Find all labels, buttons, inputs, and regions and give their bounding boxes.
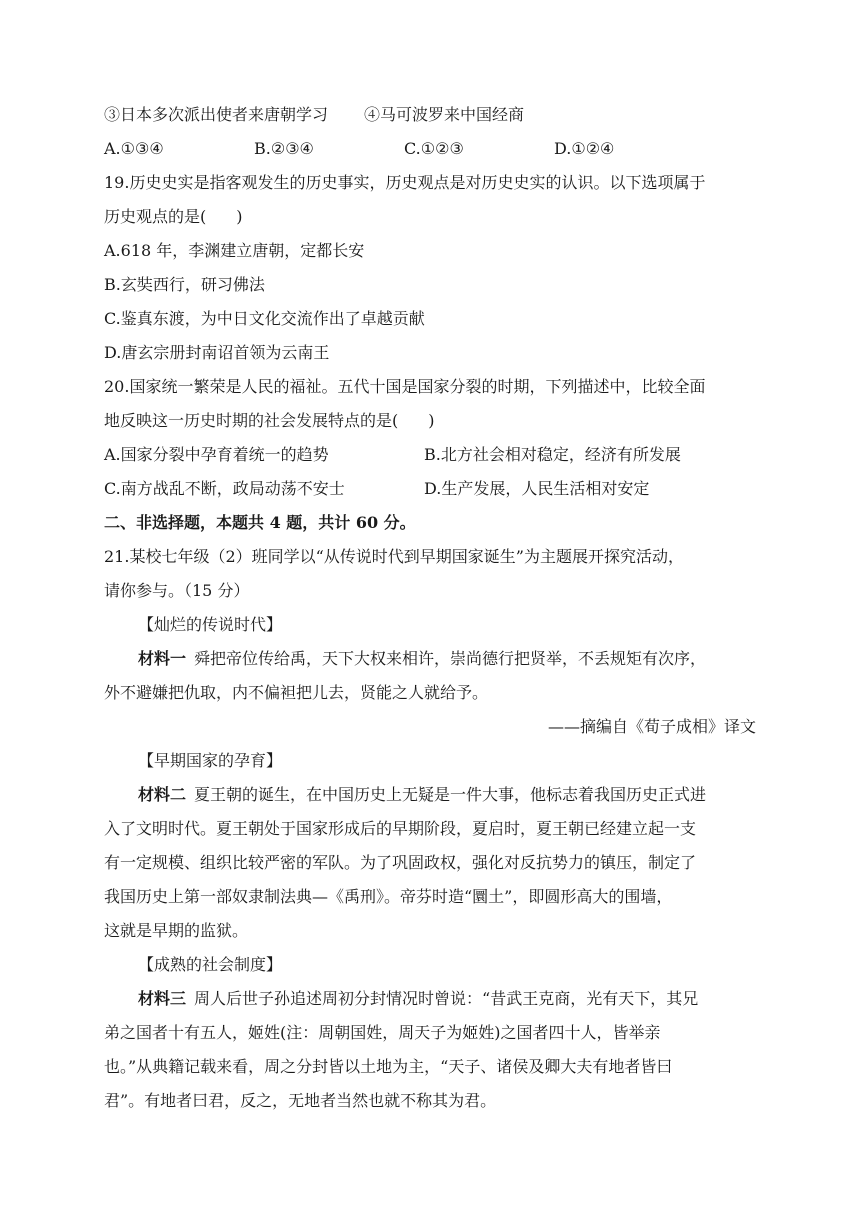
q18-option-b: B.②③④: [254, 139, 314, 158]
material1-label: 材料一: [138, 649, 187, 668]
q21-material2-line2: 入了文明时代。夏王朝处于国家形成后的早期阶段，夏启时，夏王朝已经建立起一支: [104, 819, 697, 838]
q20-option-c: C.南方战乱不断，政局动荡不安士: [104, 479, 345, 498]
q20-option-b: B.北方社会相对稳定，经济有所发展: [424, 445, 681, 464]
q18-item-4: ④马可波罗来中国经商: [364, 105, 525, 124]
material3-label: 材料三: [138, 989, 187, 1008]
q21-intro-line2: 请你参与。（15 分）: [104, 581, 250, 600]
q20-option-a: A.国家分裂中孕育着统一的趋势: [104, 445, 329, 464]
q21-material2-line4: 我国历史上第一部奴隶制法典—《禹刑》。帝芬时造“圜土”，即圆形高大的围墙，: [104, 887, 673, 906]
q18-items-line: [104, 104, 524, 126]
q21-intro-line1: 21.某校七年级（2）班同学以“从传说时代到早期国家诞生”为主题展开探究活动，: [104, 547, 684, 566]
q20-stem-line1: 20.国家统一繁荣是人民的福祉。五代十国是国家分裂的时期，下列描述中，比较全面: [104, 377, 706, 396]
q19-stem-line1: 19.历史史实是指客观发生的历史事实，历史观点是对历史史实的认识。以下选项属于: [104, 173, 706, 192]
q19-option-c: C.鉴真东渡，为中日文化交流作出了卓越贡献: [104, 309, 425, 328]
q20-option-d: D.生产发展，人民生活相对安定: [424, 479, 650, 498]
q21-material3-line2: 弟之国者十有五人，姬姓(注：周朝国姓，周天子为姬姓)之国者四十人，皆举亲: [104, 1023, 661, 1042]
q21-material1-source: ——摘编自《荀子成相》译文: [547, 717, 756, 736]
q18-options: [104, 138, 704, 160]
q18-option-a: A.①③④: [104, 139, 164, 158]
q20-options-row1: [104, 444, 744, 466]
q21-part2-title: 【早期国家的孕育】: [138, 751, 283, 770]
q19-option-a: A.618 年，李渊建立唐朝，定都长安: [104, 241, 365, 260]
q18-option-d: D.①②④: [554, 139, 615, 158]
q21-material3-line1: 材料三 周人后世子孙追述周初分封情况时曾说：“昔武王克商，光有天下，其兄: [138, 989, 699, 1008]
q21-material2-line5: 这就是早期的监狱。: [104, 921, 249, 940]
q19-option-d: D.唐玄宗册封南诏首领为云南王: [104, 343, 330, 362]
q20-stem-line2: 地反映这一历史时期的社会发展特点的是( ): [104, 411, 435, 430]
q20-options-row2: [104, 478, 744, 500]
q21-material3-line3: 也。”从典籍记载来看，周之分封皆以土地为主，“天子、诸侯及卿大夫有地者皆曰: [104, 1057, 673, 1076]
q21-material1-line1: 材料一 舜把帝位传给禹，天下大权来相许，崇尚德行把贤举，不丢规矩有次序，: [138, 649, 707, 668]
q19-stem-line2: 历史观点的是( ): [104, 207, 243, 226]
q18-option-c: C.①②③: [404, 139, 464, 158]
q21-part3-title: 【成熟的社会制度】: [138, 955, 283, 974]
q21-material2-line3: 有一定规模、组织比较严密的军队。为了巩固政权，强化对反抗势力的镇压，制定了: [104, 853, 697, 872]
q21-material1-line2: 外不避嫌把仇取，内不偏袒把儿去，贤能之人就给予。: [104, 683, 489, 702]
material2-label: 材料二: [138, 785, 187, 804]
q21-part1-title: 【灿烂的传说时代】: [138, 615, 283, 634]
q21-material3-line4: 君”。有地者曰君，反之，无地者当然也就不称其为君。: [104, 1091, 497, 1110]
section2-heading: 二、非选择题，本题共 4 题，共计 60 分。: [104, 513, 416, 532]
q19-option-b: B.玄奘西行，研习佛法: [104, 275, 265, 294]
q18-item-3: ③日本多次派出使者来唐朝学习: [104, 105, 329, 124]
q21-material2-line1: 材料二 夏王朝的诞生，在中国历史上无疑是一件大事，他标志着我国历史正式进: [138, 785, 707, 804]
